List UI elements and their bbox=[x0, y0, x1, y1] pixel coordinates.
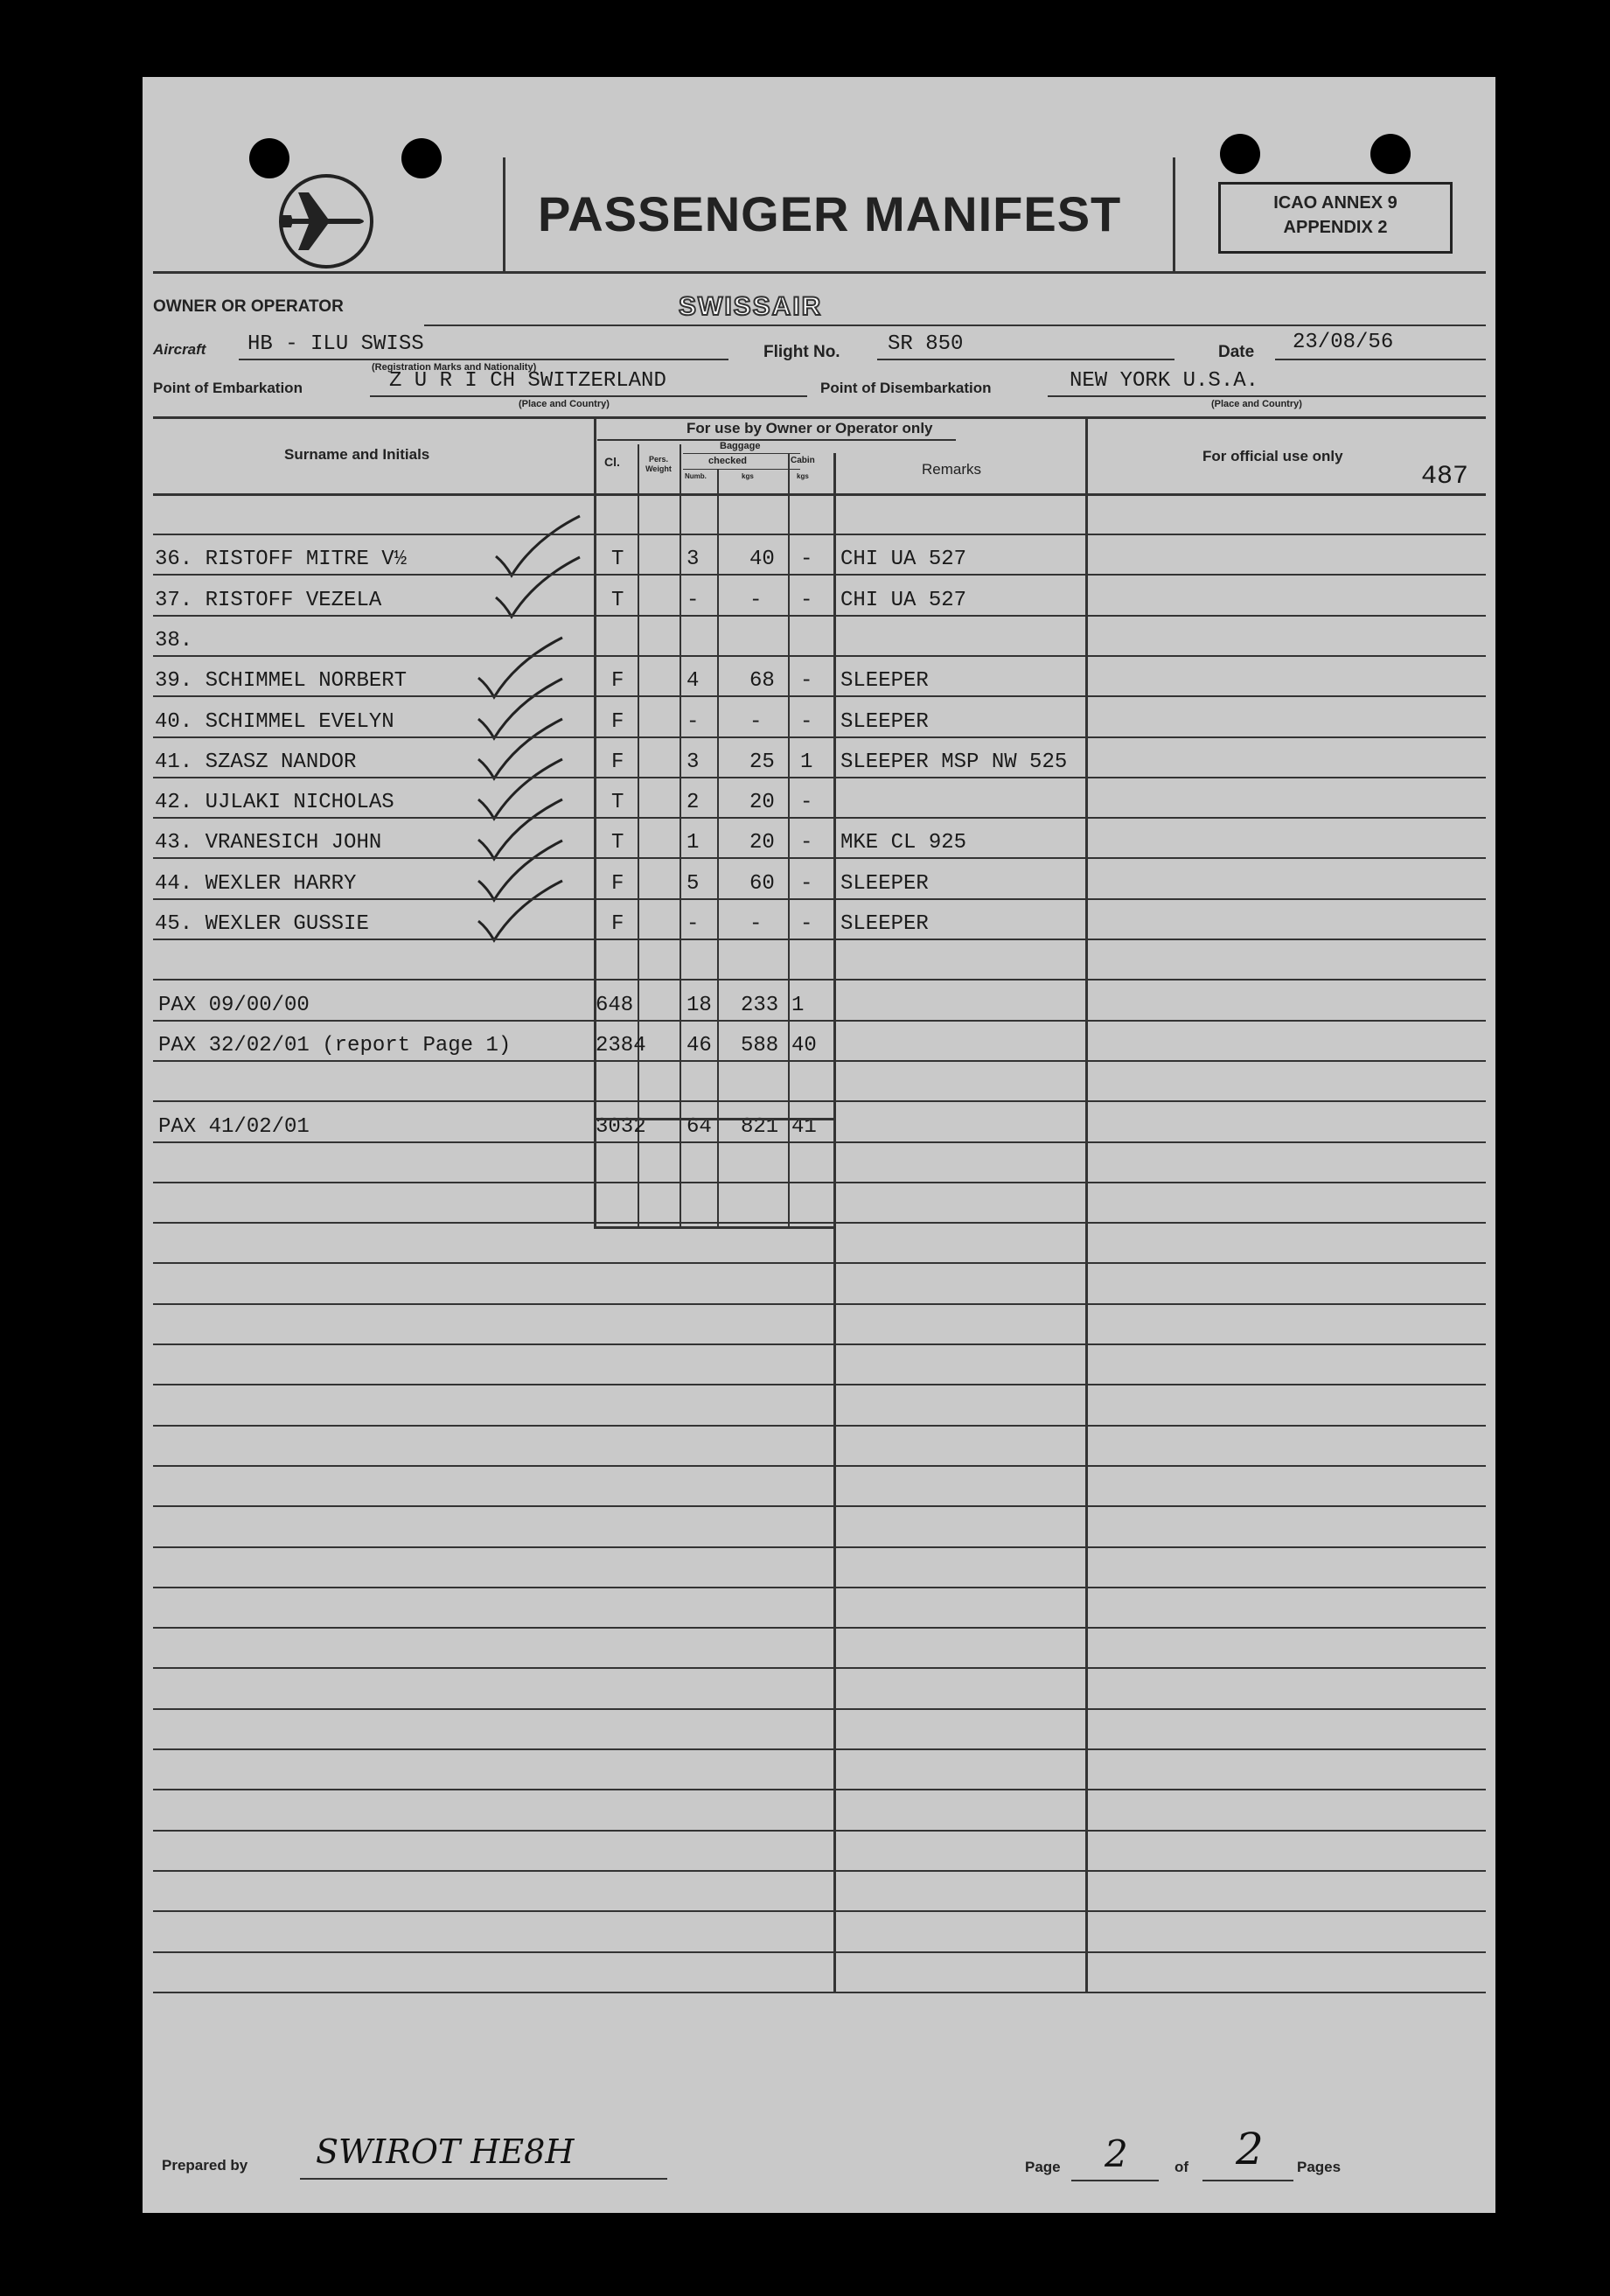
page-label: Page bbox=[1025, 2159, 1061, 2175]
rule bbox=[877, 359, 1174, 360]
punch-hole bbox=[401, 138, 442, 178]
ruled-line bbox=[153, 1425, 1486, 1427]
ruled-line bbox=[153, 695, 1486, 697]
date-label: Date bbox=[1218, 343, 1255, 361]
disembarkation-value: NEW YORK U.S.A. bbox=[1070, 369, 1259, 393]
passenger-class: F bbox=[611, 871, 624, 896]
passenger-class: F bbox=[611, 750, 624, 774]
rule bbox=[424, 325, 1486, 326]
icao-line2: APPENDIX 2 bbox=[1283, 218, 1388, 237]
total-weight: 2384 bbox=[596, 1033, 646, 1057]
manifest-sheet bbox=[143, 77, 1495, 2213]
ruled-line bbox=[153, 574, 1486, 576]
disembarkation-label: Point of Disembarkation bbox=[820, 380, 992, 396]
ruled-line bbox=[153, 817, 1486, 819]
ruled-line bbox=[153, 615, 1486, 617]
official-use-header: For official use only bbox=[1202, 448, 1343, 464]
baggage-kgs: 20 bbox=[749, 791, 775, 815]
passenger-class: F bbox=[611, 912, 624, 936]
total-number: 46 bbox=[687, 1033, 712, 1057]
baggage-kgs: 68 bbox=[749, 669, 775, 694]
disembarkation-place-note: (Place and Country) bbox=[1211, 399, 1302, 409]
ruled-line bbox=[153, 1789, 1486, 1790]
punch-hole bbox=[1220, 134, 1260, 174]
header-divider bbox=[503, 157, 505, 271]
passenger-name: 43. VRANESICH JOHN bbox=[155, 831, 382, 855]
owner-label: OWNER OR OPERATOR bbox=[153, 297, 344, 316]
ruled-line bbox=[153, 1020, 1486, 1022]
ruled-line bbox=[153, 1465, 1486, 1467]
column-line bbox=[638, 444, 639, 1228]
pages-label: Pages bbox=[1297, 2159, 1342, 2175]
ruled-line bbox=[153, 1748, 1486, 1750]
cabin-kgs: - bbox=[800, 831, 813, 855]
remarks: SLEEPER bbox=[840, 912, 929, 936]
baggage-number: 2 bbox=[687, 791, 700, 815]
rule bbox=[594, 1118, 835, 1120]
aircraft-label: Aircraft bbox=[153, 341, 206, 358]
ruled-line bbox=[153, 777, 1486, 778]
baggage-number: - bbox=[687, 588, 700, 612]
header-divider bbox=[1173, 157, 1175, 271]
baggage-kgs: - bbox=[749, 709, 763, 734]
embarkation-value: Z U R I CH SWITZERLAND bbox=[389, 369, 666, 393]
baggage-kgs: - bbox=[749, 912, 763, 936]
punch-hole bbox=[1370, 134, 1411, 174]
passenger-class: F bbox=[611, 709, 624, 734]
baggage-number: 3 bbox=[687, 548, 700, 572]
total-label: PAX 41/02/01 bbox=[158, 1114, 310, 1139]
remarks: CHI UA 527 bbox=[840, 588, 967, 612]
embarkation-place-note: (Place and Country) bbox=[519, 399, 610, 409]
class-header: Cl. bbox=[604, 455, 620, 469]
ruled-line bbox=[153, 857, 1486, 859]
official-number: 487 bbox=[1421, 462, 1469, 492]
cabin-kgs: - bbox=[800, 709, 813, 734]
ruled-line bbox=[153, 1708, 1486, 1710]
flight-no-label: Flight No. bbox=[763, 343, 840, 361]
ruled-line bbox=[153, 736, 1486, 738]
number-header: Numb. bbox=[685, 472, 707, 480]
rule bbox=[1275, 359, 1486, 360]
ruled-line bbox=[153, 1587, 1486, 1588]
passenger-name: 42. UJLAKI NICHOLAS bbox=[155, 791, 394, 815]
cabin-kgs-header: kgs bbox=[797, 472, 809, 480]
ruled-line bbox=[153, 898, 1486, 900]
ruled-line bbox=[153, 1100, 1486, 1102]
ruled-line bbox=[153, 1627, 1486, 1629]
aircraft-value: HB - ILU SWISS bbox=[247, 332, 424, 356]
check-mark-icon bbox=[492, 554, 589, 628]
date-value: 23/08/56 bbox=[1293, 331, 1394, 354]
registration-note: (Registration Marks and Nationality) bbox=[372, 362, 537, 373]
column-line bbox=[680, 444, 681, 1228]
baggage-kgs: - bbox=[749, 588, 763, 612]
passenger-name: 44. WEXLER HARRY bbox=[155, 871, 357, 896]
operator-value: SWISSAIR bbox=[679, 292, 823, 321]
rule bbox=[594, 1226, 835, 1229]
column-line bbox=[788, 453, 790, 1228]
remarks: SLEEPER bbox=[840, 709, 929, 734]
rule bbox=[300, 2178, 667, 2180]
baggage-number: 5 bbox=[687, 871, 700, 896]
cabin-kgs: - bbox=[800, 669, 813, 694]
total-label: PAX 09/00/00 bbox=[158, 993, 310, 1017]
rule bbox=[153, 416, 1486, 419]
cabin-kgs: - bbox=[800, 548, 813, 572]
cabin-kgs: - bbox=[800, 912, 813, 936]
icao-box bbox=[1218, 182, 1453, 254]
page-total: 2 bbox=[1236, 2124, 1264, 2174]
ruled-line bbox=[153, 979, 1486, 981]
cabin-kgs: - bbox=[800, 588, 813, 612]
checked-header: checked bbox=[708, 456, 748, 466]
ruled-line bbox=[153, 1546, 1486, 1548]
ruled-line bbox=[153, 1505, 1486, 1507]
rule bbox=[239, 359, 728, 360]
kgs-header: kgs bbox=[742, 472, 754, 480]
baggage-kgs: 40 bbox=[749, 548, 775, 572]
ruled-line bbox=[153, 534, 1486, 535]
baggage-kgs: 25 bbox=[749, 750, 775, 774]
ruled-line bbox=[153, 1262, 1486, 1264]
cabin-kgs: 1 bbox=[800, 750, 813, 774]
preparer-signature: SWIROT HE8H bbox=[316, 2132, 575, 2171]
baggage-number: - bbox=[687, 709, 700, 734]
remarks: SLEEPER bbox=[840, 871, 929, 896]
ruled-line bbox=[153, 1060, 1486, 1062]
cabin-kgs: - bbox=[800, 791, 813, 815]
rule bbox=[597, 439, 956, 441]
surname-header: Surname and Initials bbox=[284, 446, 430, 463]
total-cabin: 41 bbox=[791, 1114, 817, 1139]
passenger-name: 36. RISTOFF MITRE V½ bbox=[155, 548, 408, 572]
column-line bbox=[594, 416, 596, 1228]
baggage-number: 4 bbox=[687, 669, 700, 694]
rule bbox=[1048, 395, 1486, 397]
passenger-class: F bbox=[611, 669, 624, 694]
ruled-line bbox=[153, 1910, 1486, 1912]
total-number: 18 bbox=[687, 993, 712, 1017]
total-weight: 3032 bbox=[596, 1114, 646, 1139]
rule bbox=[1202, 2180, 1293, 2181]
cabin-kgs: - bbox=[800, 871, 813, 896]
rule bbox=[683, 469, 800, 470]
column-line bbox=[1085, 416, 1088, 1992]
rule bbox=[683, 453, 800, 454]
rule bbox=[153, 493, 1486, 496]
ruled-line bbox=[153, 1343, 1486, 1345]
remarks: SLEEPER MSP NW 525 bbox=[840, 750, 1068, 774]
baggage-number: 3 bbox=[687, 750, 700, 774]
passenger-name: 39. SCHIMMEL NORBERT bbox=[155, 669, 408, 694]
column-line bbox=[717, 469, 719, 1228]
ruled-line bbox=[153, 1222, 1486, 1224]
ruled-line bbox=[153, 1992, 1486, 1993]
icao-line1: ICAO ANNEX 9 bbox=[1273, 193, 1397, 213]
total-weight: 648 bbox=[596, 993, 634, 1017]
ruled-line bbox=[153, 655, 1486, 657]
passenger-class: T bbox=[611, 548, 624, 572]
passenger-name: 45. WEXLER GUSSIE bbox=[155, 912, 369, 936]
ruled-line bbox=[153, 1951, 1486, 1953]
airplane-logo-icon bbox=[274, 173, 379, 269]
header-bottom-rule bbox=[153, 271, 1486, 274]
passenger-class: T bbox=[611, 791, 624, 815]
total-label: PAX 32/02/01 (report Page 1) bbox=[158, 1033, 512, 1057]
baggage-header: Baggage bbox=[720, 441, 761, 451]
baggage-kgs: 60 bbox=[749, 871, 775, 896]
total-kgs: 233 bbox=[741, 993, 779, 1017]
total-kgs: 588 bbox=[741, 1033, 779, 1057]
ruled-line bbox=[153, 1384, 1486, 1385]
remarks: SLEEPER bbox=[840, 669, 929, 694]
of-label: of bbox=[1174, 2159, 1189, 2175]
rule bbox=[1071, 2180, 1159, 2181]
ruled-line bbox=[153, 1303, 1486, 1305]
remarks: MKE CL 925 bbox=[840, 831, 967, 855]
ruled-line bbox=[153, 1667, 1486, 1669]
page-number: 2 bbox=[1105, 2132, 1128, 2175]
passenger-name: 40. SCHIMMEL EVELYN bbox=[155, 709, 394, 734]
passenger-name: 37. RISTOFF VEZELA bbox=[155, 588, 382, 612]
owner-use-header: For use by Owner or Operator only bbox=[687, 420, 933, 436]
passenger-class: T bbox=[611, 588, 624, 612]
ruled-line bbox=[153, 939, 1486, 940]
passenger-name: 38. bbox=[155, 628, 193, 653]
weight-header: Pers. Weight bbox=[645, 455, 672, 473]
remarks: CHI UA 527 bbox=[840, 548, 967, 572]
baggage-kgs: 20 bbox=[749, 831, 775, 855]
ruled-line bbox=[153, 1870, 1486, 1872]
check-mark-icon bbox=[475, 877, 571, 952]
embarkation-label: Point of Embarkation bbox=[153, 380, 303, 396]
total-cabin: 40 bbox=[791, 1033, 817, 1057]
total-number: 64 bbox=[687, 1114, 712, 1139]
total-cabin: 1 bbox=[791, 993, 805, 1017]
ruled-line bbox=[153, 1182, 1486, 1183]
baggage-number: 1 bbox=[687, 831, 700, 855]
remarks-header: Remarks bbox=[922, 461, 982, 478]
flight-no-value: SR 850 bbox=[888, 332, 964, 356]
ruled-line bbox=[153, 1141, 1486, 1143]
cabin-header: Cabin bbox=[791, 456, 815, 465]
ruled-line bbox=[153, 1830, 1486, 1832]
page-title: PASSENGER MANIFEST bbox=[538, 186, 1122, 241]
baggage-number: - bbox=[687, 912, 700, 936]
total-kgs: 821 bbox=[741, 1114, 779, 1139]
passenger-class: T bbox=[611, 831, 624, 855]
rule bbox=[370, 395, 807, 397]
prepared-by-label: Prepared by bbox=[162, 2157, 248, 2174]
passenger-name: 41. SZASZ NANDOR bbox=[155, 750, 357, 774]
